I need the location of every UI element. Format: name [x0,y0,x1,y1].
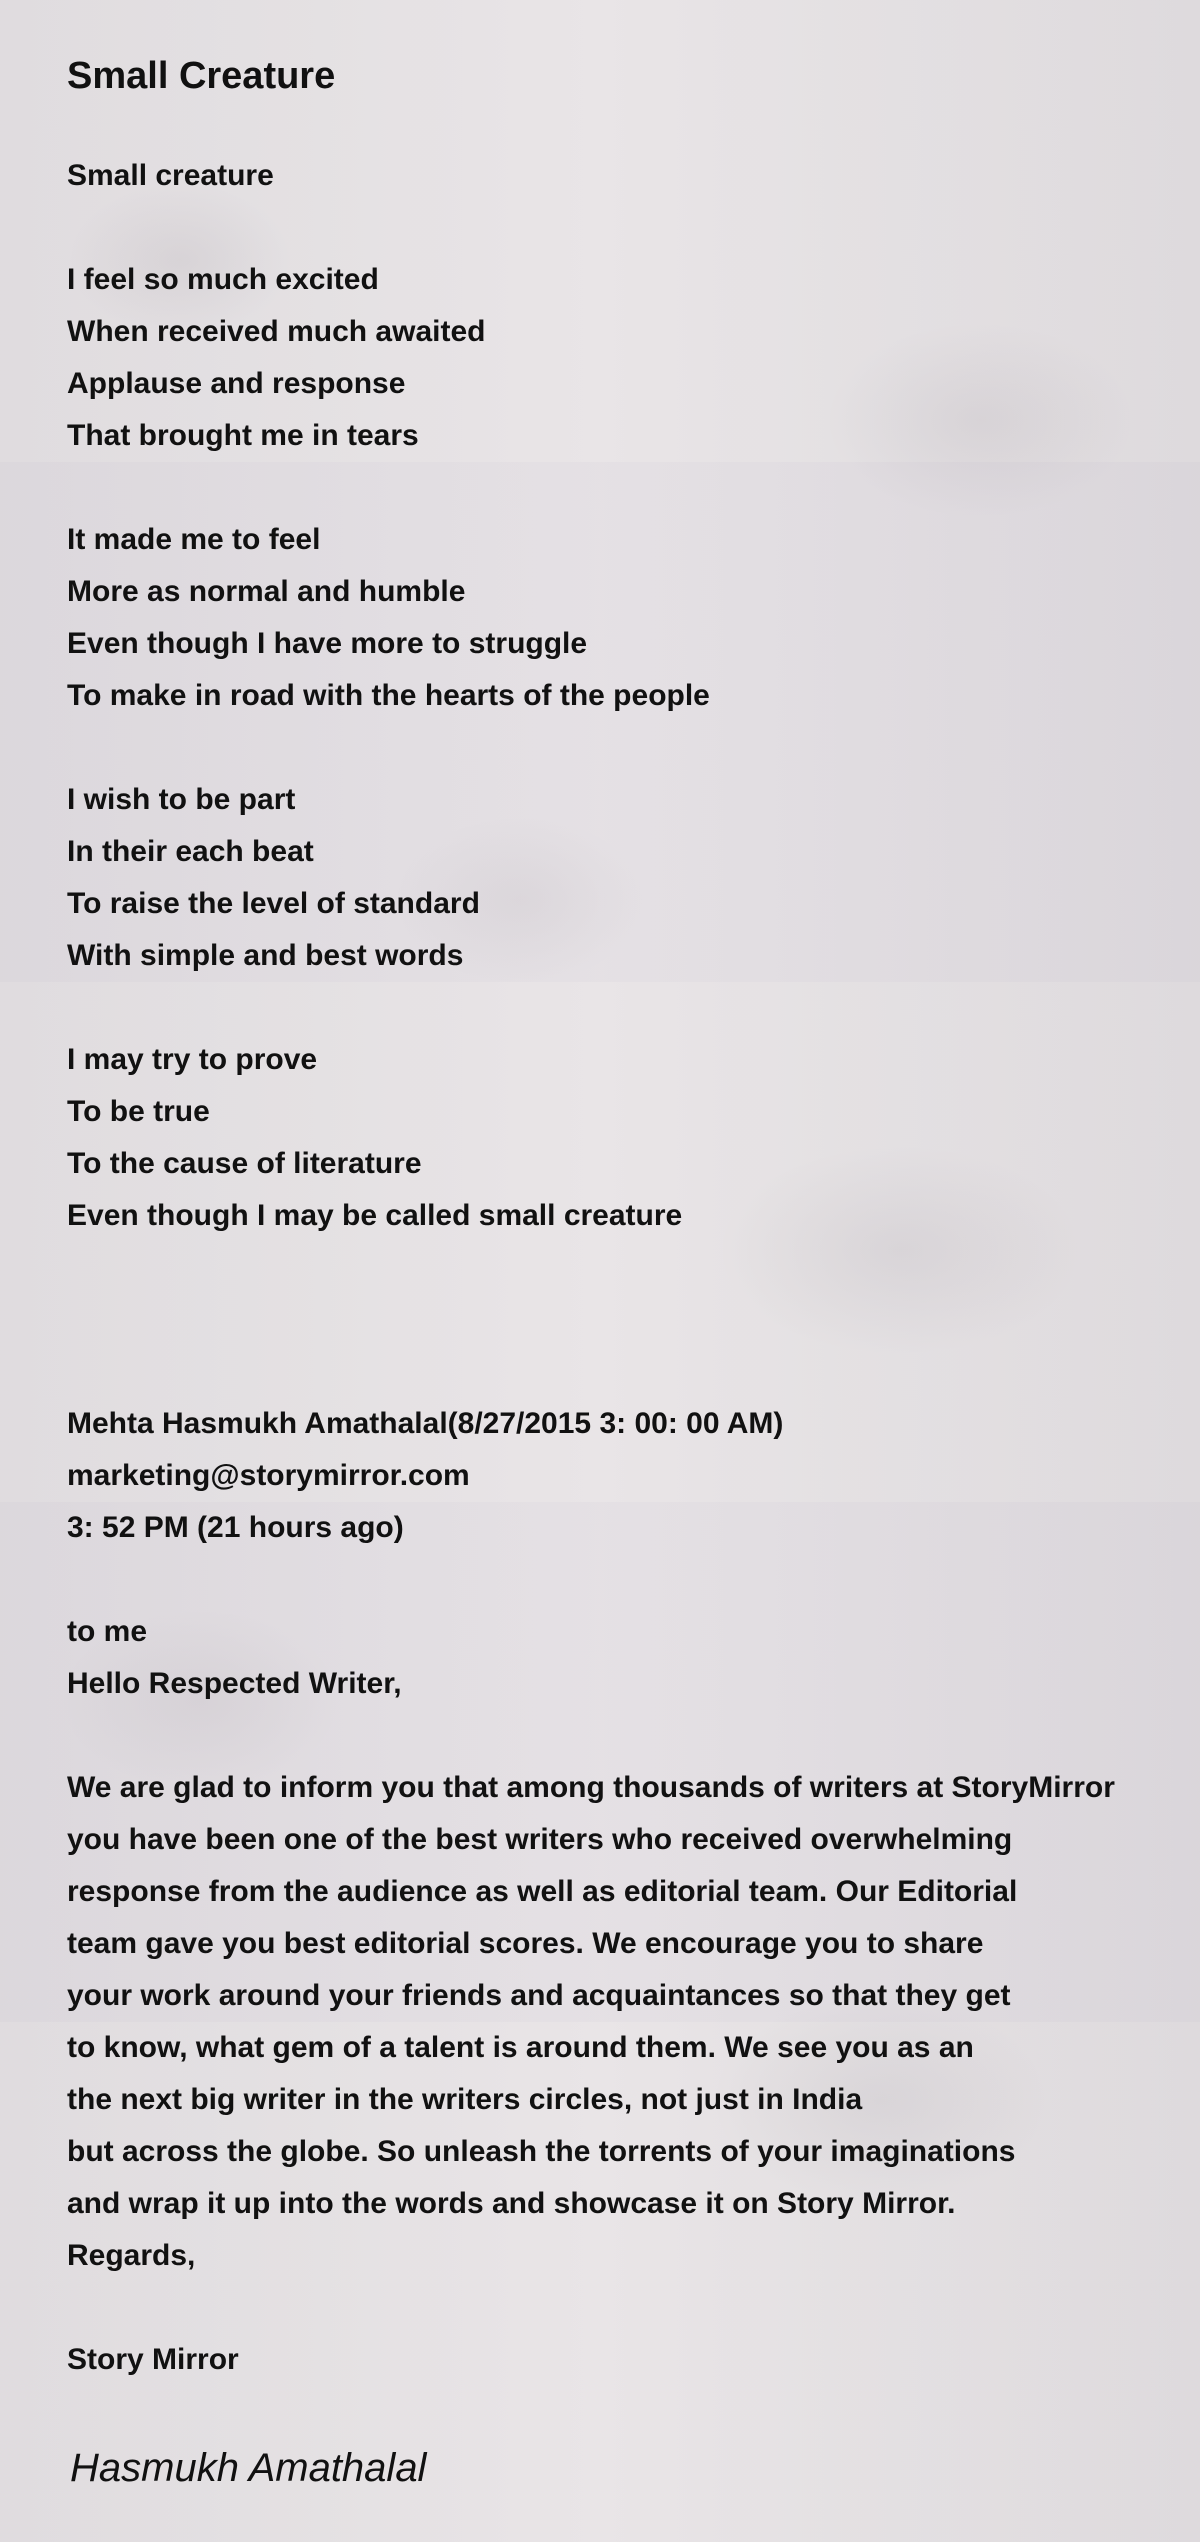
stanza-break [67,1242,1192,1294]
poem-line: We are glad to inform you that among thousands of writers at StoryMirror [67,1771,1115,1804]
poem-title: Small Creature [67,55,336,97]
poem-line: response from the audience as well as editorial team. Our Editorial [67,1875,1018,1908]
poem-line: Applause and response [67,367,406,400]
poem-line: team gave you best editorial scores. We encourage you to share [67,1927,984,1960]
poem-line: More as normal and humble [67,575,466,608]
poem-line: In their each beat [67,835,314,868]
poem-line: I wish to be part [67,783,296,816]
poem-line: to me [67,1615,148,1648]
poem-line: but across the globe. So unleash the torrents of your imaginations [67,2135,1016,2168]
poem-line: your work around your friends and acquaintances so that they get [67,1979,1011,2012]
poem-line: Story Mirror [67,2343,239,2376]
poem-line: To the cause of literature [67,1147,422,1180]
poem-line: and wrap it up into the words and showcase it on Story Mirror. [67,2187,956,2220]
poem-line: Even though I have more to struggle [67,627,588,660]
poem-line: To be true [67,1095,210,1128]
stanza-break [67,202,1192,254]
poem-line: you have been one of the best writers who received overwhelming [67,1823,1013,1856]
poem-line: the next big writer in the writers circles, not just in India [67,2083,863,2116]
stanza-break [67,1346,1192,1398]
poem-line: marketing@storymirror.com [67,1459,470,1492]
poem-line: 3: 52 PM (21 hours ago) [67,1511,404,1544]
stanza-break [67,1294,1192,1346]
poem-line: I feel so much excited [67,263,379,296]
poem-line: To make in road with the hearts of the people [67,679,710,712]
stanza-break [67,722,1192,774]
poem-line: to know, what gem of a talent is around them. We see you as an [67,2031,974,2064]
author-name[interactable]: Hasmukh Amathalal [70,2446,427,2490]
stanza-break [67,2282,1192,2334]
poem-line: That brought me in tears [67,419,419,452]
poem-line: Regards, [67,2239,196,2272]
poem-line: I may try to prove [67,1043,318,1076]
poem-line: When received much awaited [67,315,486,348]
poem-line: It made me to feel [67,523,321,556]
poem-line: Hello Respected Writer, [67,1667,402,1700]
poem-line: With simple and best words [67,939,464,972]
stanza-break [67,462,1192,514]
stanza-break [67,982,1192,1034]
poem-body [67,150,1192,2386]
stanza-break [67,1554,1192,1606]
poem-line: Mehta Hasmukh Amathalal(8/27/2015 3: 00: 00 AM) [67,1407,784,1440]
poem-line: Small creature [67,159,274,192]
stanza-break [67,1710,1192,1762]
poem-line: To raise the level of standard [67,887,480,920]
poem-line: Even though I may be called small creature [67,1199,683,1232]
